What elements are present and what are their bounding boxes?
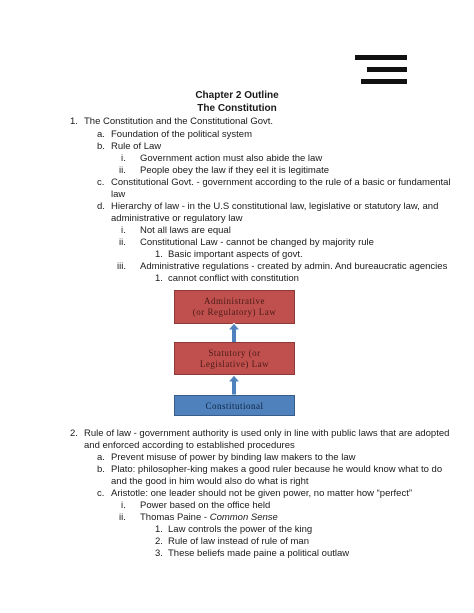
section-2-number: 2.: [70, 428, 78, 439]
item-1c-text-line2: law: [111, 189, 126, 200]
item-2a-text: Prevent misuse of power by binding law makers to the law: [111, 452, 356, 463]
constitutional-law-box: [174, 395, 295, 416]
item-1d-ii-text: Constitutional Law - cannot be changed by majority rule: [140, 237, 374, 248]
item-1c-text-line1: Constitutional Govt. - government according to the rule of a basic or fundamental: [111, 177, 451, 188]
item-2c-marker: c.: [97, 488, 105, 499]
section-2-heading-line2: and enforced according to established procedures: [84, 440, 295, 451]
item-1d-marker: d.: [97, 201, 105, 212]
item-1d-iii-1-text: cannot conflict with constitution: [168, 273, 299, 284]
item-1d-ii-1-marker: 1.: [155, 249, 163, 260]
section-1-number: 1.: [70, 116, 78, 127]
item-2c-text: Aristotle: one leader should not be given power, no matter how “perfect”: [111, 488, 413, 499]
item-2c-ii-2-text: Rule of law instead of rule of man: [168, 536, 309, 547]
section-1-heading: The Constitution and the Constitutional Govt.: [84, 116, 274, 127]
arrow-up-icon-upper: [228, 323, 240, 343]
item-2c-i-text: Power based on the office held: [140, 500, 271, 511]
arrow-up-icon-lower: [228, 375, 240, 395]
item-2a-marker: a.: [97, 452, 105, 463]
logo-bar-middle: [367, 67, 407, 72]
item-1b-ii-text: People obey the law if they eel it is legitimate: [140, 165, 330, 176]
item-2b-text-line2: and the good in him would also do what is right: [111, 476, 309, 487]
logo: [355, 52, 407, 88]
constitutional-law-label: Constitutional: [205, 401, 264, 411]
item-1d-i-marker: i.: [121, 225, 126, 236]
logo-bar-bottom: [361, 79, 407, 84]
item-1b-marker: b.: [97, 141, 105, 152]
item-1b-ii-marker: ii.: [119, 165, 126, 176]
logo-bar-top: [355, 55, 407, 60]
arrow-up-shape-upper: [228, 323, 240, 343]
administrative-law-box: [174, 290, 295, 324]
item-1c-marker: c.: [97, 177, 105, 188]
page-subtitle: The Constitution: [197, 103, 277, 114]
item-2c-ii-author: Thomas Paine -: [140, 512, 210, 523]
administrative-law-line2: (or Regulatory) Law: [192, 307, 277, 317]
item-2c-ii-text: [140, 512, 278, 524]
item-1b-i-text: Government action must also abide the law: [140, 153, 323, 164]
item-1d-text-line2: administrative or regulatory law: [111, 213, 243, 224]
section-2-heading-line1: Rule of law - government authority is used only in line with public laws that are adopted: [84, 428, 450, 439]
item-1d-text-line1: Hierarchy of law - in the U.S constitutional law, legislative or statutory law, and: [111, 201, 439, 212]
item-1d-iii-marker: iii.: [117, 261, 126, 272]
item-1d-ii-1-text: Basic important aspects of govt.: [168, 249, 303, 260]
item-1a-text: Foundation of the political system: [111, 129, 252, 140]
item-2c-ii-3-text: These beliefs made paine a political outlaw: [168, 548, 350, 559]
statutory-law-box: [174, 342, 295, 375]
item-1d-iii-1-marker: 1.: [155, 273, 163, 284]
item-2b-marker: b.: [97, 464, 105, 475]
item-1d-iii-text: Administrative regulations - created by admin. And bureaucratic agencies: [140, 261, 448, 272]
page-title: Chapter 2 Outline: [195, 90, 279, 101]
arrow-up-shape-lower: [228, 375, 240, 395]
item-2c-ii-1-marker: 1.: [155, 524, 163, 535]
item-2c-i-marker: i.: [121, 500, 126, 511]
item-2c-ii-1-text: Law controls the power of the king: [168, 524, 313, 535]
item-2c-ii-2-marker: 2.: [155, 536, 163, 547]
administrative-law-line1: Administrative: [204, 296, 265, 306]
item-1b-i-marker: i.: [121, 153, 126, 164]
item-1d-i-text: Not all laws are equal: [140, 225, 231, 236]
statutory-law-line2: Legislative) Law: [199, 359, 270, 369]
item-1b-text: Rule of Law: [111, 141, 162, 152]
item-2c-ii-3-marker: 3.: [155, 548, 163, 559]
item-2c-ii-marker: ii.: [119, 512, 126, 523]
statutory-law-line1: Statutory (or: [208, 348, 261, 358]
item-2c-ii-book-title: Common Sense: [209, 512, 278, 523]
item-1a-marker: a.: [97, 129, 105, 140]
item-2b-text-line1: Plato: philosopher-king makes a good ruler because he would know what to do: [111, 464, 443, 475]
item-1d-ii-marker: ii.: [119, 237, 126, 248]
